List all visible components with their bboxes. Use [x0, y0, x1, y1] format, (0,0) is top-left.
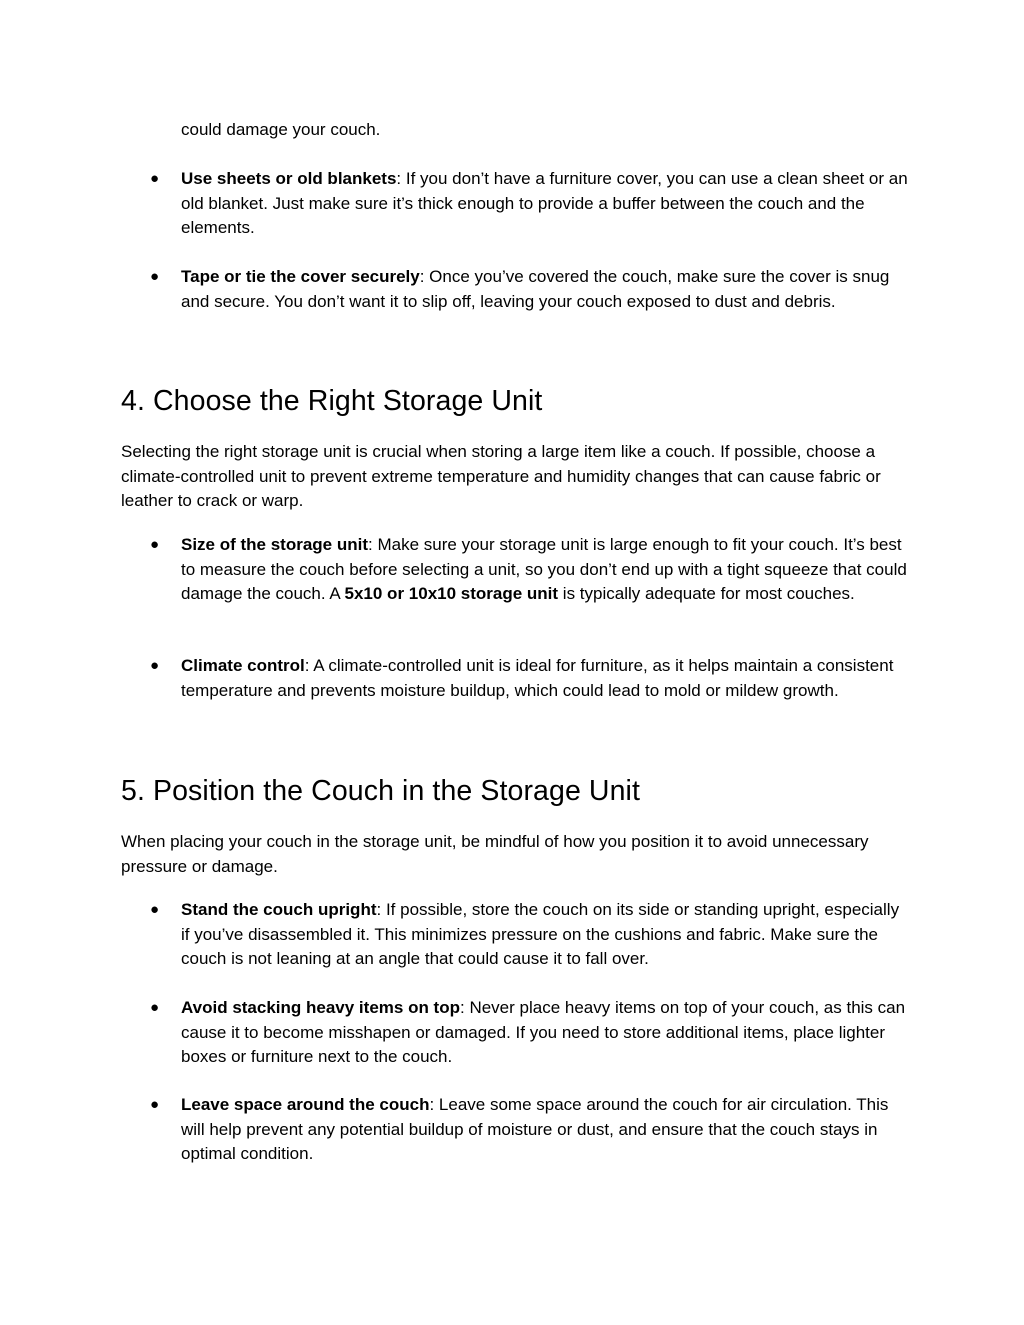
bullet-icon: ● — [150, 536, 160, 553]
bullet-icon: ● — [150, 268, 160, 285]
continuation-text: could damage your couch. — [181, 120, 381, 139]
list-item-body: : If possible, store the couch on its side or standing upright, especially if you’ve disassembled it. This minimizes pressure on the cushions and fabric. Make sure the couch is not leaning at an angle that could cause it to fall over. — [181, 900, 900, 968]
list-item-body: : Leave some space around the couch for air circulation. This will help prevent any potential buildup of moisture or dust, and ensure that the couch stays in optimal condition. — [181, 1095, 889, 1163]
list-item-text — [181, 167, 910, 241]
list-item — [150, 654, 910, 728]
list-item — [150, 996, 910, 1070]
list-item — [150, 898, 910, 972]
list-item — [150, 265, 910, 339]
list-item-text — [181, 898, 910, 972]
list-item-bold: Avoid stacking heavy items on top — [181, 998, 460, 1017]
list-item-body: : Make sure your storage unit is large enough to fit your couch. It’s best to measure the couch before selecting a unit, so you don’t end up with a tight squeeze that could damage the couch. A — [181, 535, 907, 603]
section-intro: When placing your couch in the storage unit, be mindful of how you position it to avoid unnecessary pressure or damage. — [121, 832, 869, 876]
list-item-text — [181, 1093, 910, 1167]
list-item-body: : If you don’t have a furniture cover, you can use a clean sheet or an old blanket. Just make sure it’s thick enough to provide a buffer between the couch and the elements. — [181, 169, 908, 237]
list-item-body: : Once you’ve covered the couch, make sure the cover is snug and secure. You don’t want it to slip off, leaving your couch exposed to dust and debris. — [181, 267, 890, 311]
list-item — [150, 167, 910, 241]
list-item-text — [181, 265, 910, 314]
list-item-bold: Size of the storage unit — [181, 535, 369, 554]
list-item-body-end: is typically adequate for most couches. — [558, 584, 855, 603]
list-item-body: : A climate-controlled unit is ideal for furniture, as it helps maintain a consistent temperature and prevents moisture buildup, which could lead to mold or mildew growth. — [181, 656, 894, 700]
list-item-bold: Tape or tie the cover securely — [181, 267, 420, 286]
bullet-icon: ● — [150, 999, 160, 1016]
list-item-bold: Use sheets or old blankets — [181, 169, 397, 188]
section-intro: Selecting the right storage unit is crucial when storing a large item like a couch. If possible, choose a climate-controlled unit to prevent extreme temperature and humidity changes that can cause fabric or leather to crack or warp. — [121, 442, 881, 510]
list-item-text — [181, 996, 910, 1070]
list-item-text — [181, 654, 910, 703]
section-heading: 5. Position the Couch in the Storage Unit — [121, 775, 640, 807]
list-item-body: : Never place heavy items on top of your couch, as this can cause it to become misshapen or damaged. If you need to store additional items, place lighter boxes or furniture next to the couch. — [181, 998, 906, 1066]
list-item-text — [181, 533, 910, 607]
list-item-bold-inline: 5x10 or 10x10 storage unit — [344, 584, 559, 603]
list-item-bold: Climate control — [181, 656, 305, 675]
bullet-icon: ● — [150, 657, 160, 674]
bullet-icon: ● — [150, 1096, 160, 1113]
bullet-icon: ● — [150, 901, 160, 918]
list-item-bold: Leave space around the couch — [181, 1095, 430, 1114]
list-item — [150, 1093, 910, 1167]
bullet-icon: ● — [150, 170, 160, 187]
list-item — [150, 533, 910, 631]
list-item-bold: Stand the couch upright — [181, 900, 377, 919]
section-heading: 4. Choose the Right Storage Unit — [121, 385, 543, 417]
